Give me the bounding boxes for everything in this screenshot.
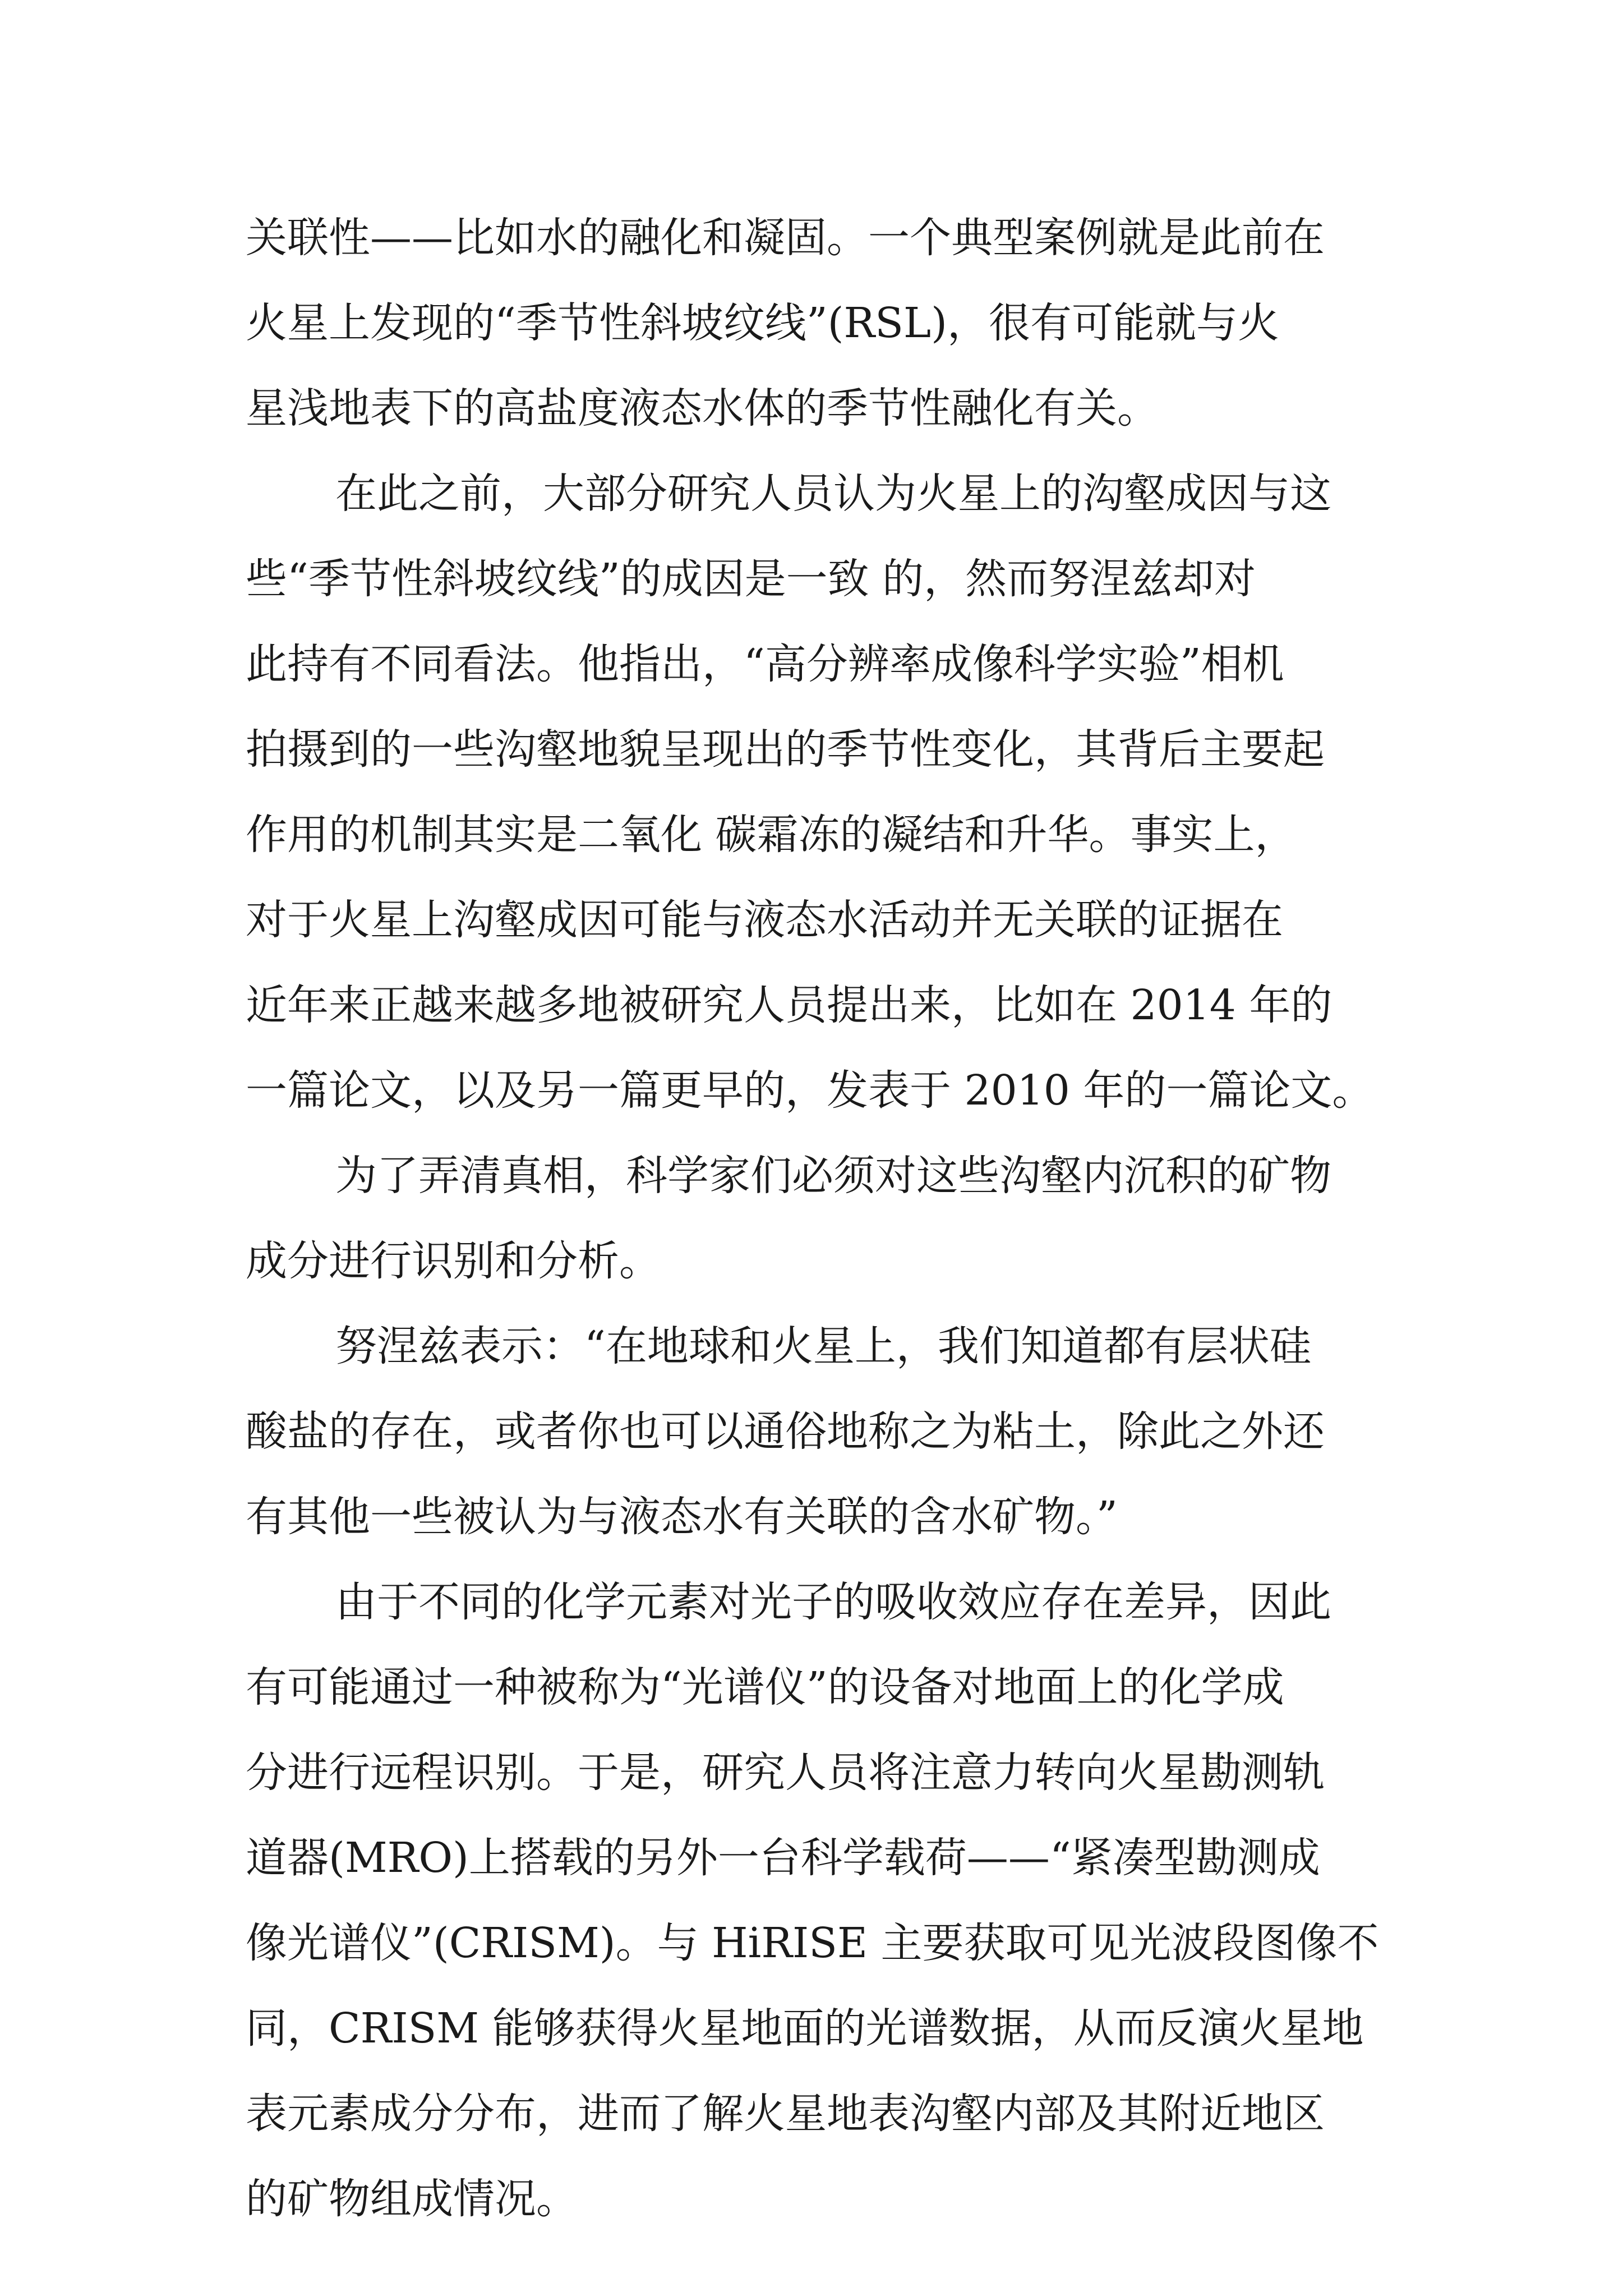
text-line: 道器(MRO)上搭载的另外一台科学载荷——“紧凑型勘测成: [246, 1834, 1320, 1882]
text-line: 努涅兹表示：“在地球和火星上，我们知道都有层状硅: [335, 1322, 1311, 1370]
text-line: 有其他一些被认为与液态水有关联的含水矿物。”: [246, 1493, 1118, 1541]
paragraph: [246, 1559, 1390, 2242]
paragraph: [246, 451, 1390, 1133]
text-line: 像光谱仪”(CRISM)。与 HiRISE 主要获取可见光波段图像不: [246, 1919, 1379, 1967]
text-line: 有可能通过一种被称为“光谱仪”的设备对地面上的化学成: [246, 1663, 1284, 1711]
text-line: 些“季节性斜坡纹线”的成因是一致 的，然而努涅兹却对: [246, 555, 1256, 603]
text-line: 成分进行识别和分析。: [246, 1237, 661, 1285]
text-line: 的矿物组成情况。: [246, 2175, 578, 2223]
body-text: [246, 195, 1390, 2242]
paragraph: [246, 1304, 1390, 1559]
text-line: 近年来正越来越多地被研究人员提出来，比如在 2014 年的: [246, 981, 1332, 1029]
text-line: 酸盐的存在，或者你也可以通俗地称之为粘土，除此之外还: [246, 1407, 1325, 1456]
text-line: 火星上发现的“季节性斜坡纹线”(RSL)，很有可能就与火: [246, 299, 1279, 347]
text-line: 在此之前，大部分研究人员认为火星上的沟壑成因与这: [335, 470, 1331, 518]
text-line: 由于不同的化学元素对光子的吸收效应存在差异，因此: [335, 1578, 1331, 1626]
paragraph: [246, 1133, 1390, 1304]
text-line: 表元素成分分布，进而了解火星地表沟壑内部及其附近地区: [246, 2090, 1325, 2138]
paragraph: [246, 195, 1390, 451]
text-line: 拍摄到的一些沟壑地貌呈现出的季节性变化，其背后主要起: [246, 725, 1325, 774]
text-line: 一篇论文，以及另一篇更早的，发表于 2010 年的一篇论文。: [246, 1066, 1374, 1115]
text-line: 分进行远程识别。于是，研究人员将注意力转向火星勘测轨: [246, 1749, 1325, 1797]
text-line: 作用的机制其实是二氧化 碳霜冻的凝结和升华。事实上，: [246, 811, 1297, 859]
text-line: 同，CRISM 能够获得火星地面的光谱数据，从而反演火星地: [246, 2004, 1364, 2053]
text-line: 此持有不同看法。他指出，“高分辨率成像科学实验”相机: [246, 640, 1284, 688]
text-line: 关联性——比如水的融化和凝固。一个典型案例就是此前在: [246, 214, 1325, 262]
text-line: 星浅地表下的高盐度液态水体的季节性融化有关。: [246, 384, 1159, 432]
text-line: 为了弄清真相，科学家们必须对这些沟壑内沉积的矿物: [335, 1152, 1331, 1200]
text-line: 对于火星上沟壑成因可能与液态水活动并无关联的证据在: [246, 896, 1283, 944]
